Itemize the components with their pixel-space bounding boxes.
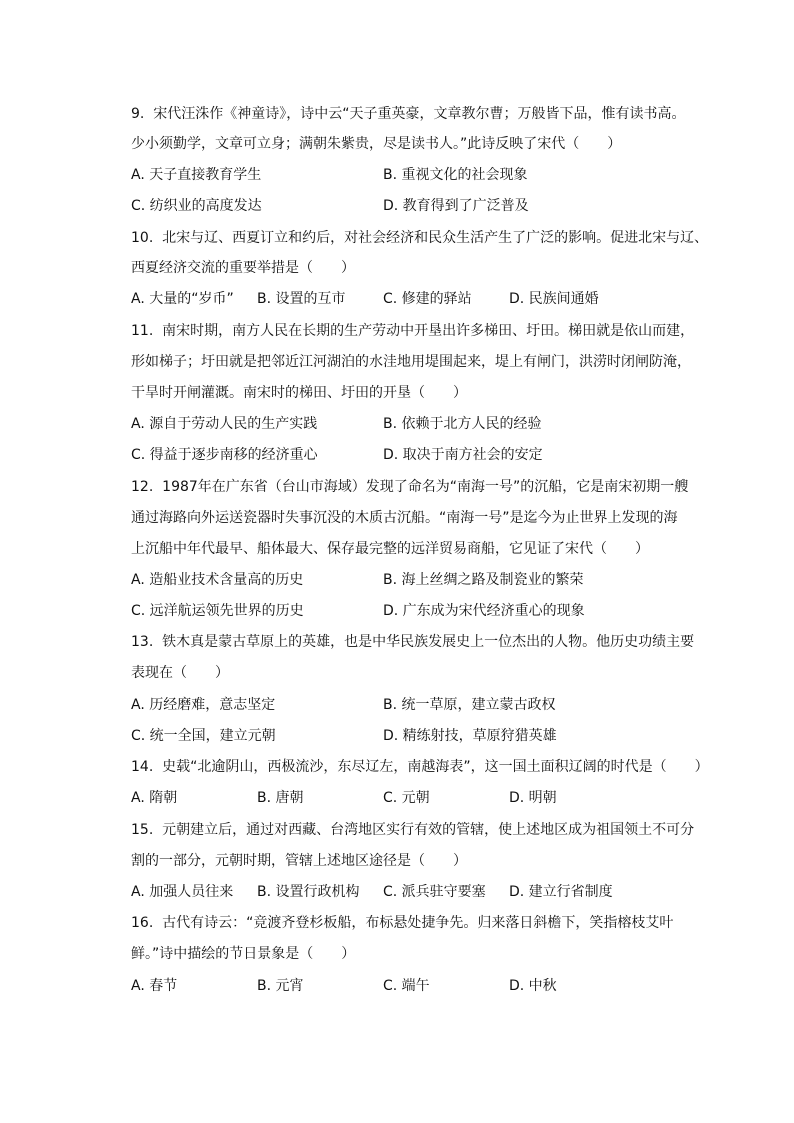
question-16-option-c[interactable]: C. 端午 xyxy=(383,978,430,994)
question-13-number: 13. xyxy=(131,634,154,650)
question-12-option-c[interactable]: C. 远洋航运领先世界的历史 xyxy=(131,603,304,619)
question-14-option-a[interactable]: A. 隋朝 xyxy=(131,790,178,806)
question-16-option-a[interactable]: A. 春节 xyxy=(131,978,178,994)
question-9-option-d[interactable]: D. 教育得到了广泛普及 xyxy=(383,198,529,214)
question-11-option-a[interactable]: A. 源自于劳动人民的生产实践 xyxy=(131,416,318,432)
question-12-stem-2: 通过海路向外运送瓷器时失事沉没的木质古沉船。“南海一号”是迄今为止世界上发现的海 xyxy=(131,510,678,526)
question-15-option-d[interactable]: D. 建立行省制度 xyxy=(509,884,613,900)
question-9-option-b[interactable]: B. 重视文化的社会现象 xyxy=(383,167,528,183)
question-12-option-b[interactable]: B. 海上丝绸之路及制瓷业的繁荣 xyxy=(383,572,584,588)
question-15-option-a[interactable]: A. 加强人员往来 xyxy=(131,884,234,900)
question-10-option-d[interactable]: D. 民族间通婚 xyxy=(509,291,599,307)
question-14-number: 14. xyxy=(131,759,154,775)
question-11-stem-3: 干旱时开闸灌溉。南宋时的梯田、圩田的开垦（ ） xyxy=(131,385,467,401)
question-12-option-d[interactable]: D. 广东成为宋代经济重心的现象 xyxy=(383,603,585,619)
question-11-line-1 xyxy=(131,321,694,341)
question-16-line-1 xyxy=(131,913,673,933)
question-11-option-c[interactable]: C. 得益于逐步南移的经济重心 xyxy=(131,447,318,463)
question-9-line-1 xyxy=(131,104,686,124)
question-9-stem-1: 宋代汪洙作《神童诗》，诗中云“天子重英豪，文章教尔曹；万般皆下品，惟有读书高。 xyxy=(153,106,686,122)
question-16-option-d[interactable]: D. 中秋 xyxy=(509,978,557,994)
question-13-option-a[interactable]: A. 历经磨难，意志坚定 xyxy=(131,697,276,713)
question-9-option-a[interactable]: A. 天子直接教育学生 xyxy=(131,167,262,183)
question-15-stem-2: 割的一部分，元朝时期，管辖上述地区途径是（ ） xyxy=(131,853,467,869)
question-13-stem-2: 表现在（ ） xyxy=(131,665,229,681)
question-10-line-1 xyxy=(131,228,708,248)
question-13-option-c[interactable]: C. 统一全国，建立元朝 xyxy=(131,728,276,744)
question-10-number: 10. xyxy=(131,230,154,246)
question-13-option-d[interactable]: D. 精练射技，草原狩猎英雄 xyxy=(383,728,557,744)
question-15-number: 15. xyxy=(131,822,154,838)
question-14-option-b[interactable]: B. 唐朝 xyxy=(257,790,304,806)
question-10-option-c[interactable]: C. 修建的驿站 xyxy=(383,291,472,307)
question-12-number: 12. xyxy=(131,479,154,495)
question-16-stem-1: 古代有诗云：“竞渡齐登杉板船，布标悬处捷争先。归来落日斜檐下，笑指榕枝艾叶 xyxy=(162,915,674,931)
question-11-option-d[interactable]: D. 取决于南方社会的安定 xyxy=(383,447,543,463)
question-10-stem-1: 北宋与辽、西夏订立和约后，对社会经济和民众生活产生了广泛的影响。促进北宋与辽、 xyxy=(162,230,709,246)
question-12-line-1 xyxy=(131,477,688,497)
question-14-option-d[interactable]: D. 明朝 xyxy=(509,790,557,806)
question-9-number: 9. xyxy=(131,106,145,122)
question-11-stem-1: 南宋时期，南方人民在长期的生产劳动中开垦出许多梯田、圩田。梯田就是依山而建， xyxy=(162,323,695,339)
question-14-line-1 xyxy=(131,757,709,777)
question-10-option-a[interactable]: A. 大量的“岁币” xyxy=(131,291,234,307)
question-12-option-a[interactable]: A. 造船业技术含量高的历史 xyxy=(131,572,304,588)
question-16-option-b[interactable]: B. 元宵 xyxy=(257,978,304,994)
question-12-stem-1: 1987年在广东省（台山市海域）发现了命名为“南海一号”的沉船，它是南宋初期一艘 xyxy=(162,479,689,495)
question-16-number: 16. xyxy=(131,915,154,931)
question-11-option-b[interactable]: B. 依赖于北方人民的经验 xyxy=(383,416,542,432)
question-14-stem-1: 史载“北逾阴山，西极流沙，东尽辽左，南越海表”，这一国土面积辽阔的时代是（ ） xyxy=(162,759,709,775)
question-9-option-c[interactable]: C. 纺织业的高度发达 xyxy=(131,198,262,214)
question-15-line-1 xyxy=(131,820,694,840)
question-12-stem-3: 上沉船中年代最早、船体最大、保存最完整的远洋贸易商船，它见证了宋代（ ） xyxy=(131,541,649,557)
question-15-option-c[interactable]: C. 派兵驻守要塞 xyxy=(383,884,486,900)
question-10-stem-2: 西夏经济交流的重要举措是（ ） xyxy=(131,260,355,276)
question-15-stem-1: 元朝建立后，通过对西藏、台湾地区实行有效的管辖，使上述地区成为祖国领土不可分 xyxy=(162,822,695,838)
question-13-line-1 xyxy=(131,632,694,652)
question-16-stem-2: 鲜。”诗中描绘的节日景象是（ ） xyxy=(131,946,356,962)
question-11-stem-2: 形如梯子；圩田就是把邻近江河湖泊的水洼地用堤围起来，堤上有闸门，洪涝时闭闸防淹， xyxy=(131,354,691,370)
question-14-option-c[interactable]: C. 元朝 xyxy=(383,790,430,806)
question-11-number: 11. xyxy=(131,323,154,339)
question-15-option-b[interactable]: B. 设置行政机构 xyxy=(257,884,360,900)
question-13-option-b[interactable]: B. 统一草原，建立蒙古政权 xyxy=(383,697,556,713)
question-10-option-b[interactable]: B. 设置的互市 xyxy=(257,291,346,307)
question-9-stem-2: 少小须勤学，文章可立身；满朝朱紫贵，尽是读书人。”此诗反映了宋代（ ） xyxy=(131,136,622,152)
question-13-stem-1: 铁木真是蒙古草原上的英雄，也是中华民族发展史上一位杰出的人物。他历史功绩主要 xyxy=(162,634,695,650)
